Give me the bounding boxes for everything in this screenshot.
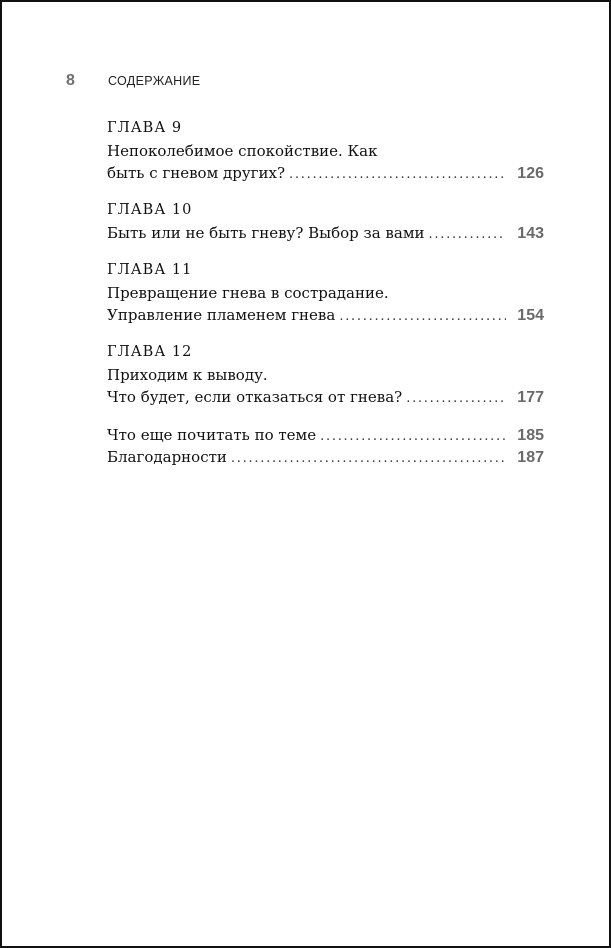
chapter-label: ГЛАВА 12 (107, 344, 193, 360)
toc-entry[interactable] (107, 162, 544, 184)
page-reference: 154 (517, 307, 544, 324)
entry-title: Благодарности (107, 448, 227, 466)
dot-leader (289, 164, 506, 186)
toc-entry-further-reading[interactable] (107, 424, 544, 446)
chapter-title-line: Непоколебимое спокойствие. Как (107, 142, 378, 160)
chapter-label: ГЛАВА 9 (107, 120, 183, 136)
page-reference: 177 (517, 389, 544, 406)
chapter-title-line: Приходим к выводу. (107, 366, 268, 384)
page-reference: 185 (517, 427, 544, 444)
toc-entry-acknowledgements[interactable] (107, 446, 544, 468)
running-head: СОДЕРЖАНИЕ (108, 74, 201, 88)
toc-backmatter (107, 424, 544, 468)
chapter-title-line: Превращение гнева в сострадание. (107, 284, 389, 302)
chapter-title-line: Что будет, если отказаться от гнева? (107, 388, 403, 406)
dot-leader (339, 306, 506, 328)
chapter-title-line: Быть или не быть гневу? Выбор за вами (107, 224, 425, 242)
dot-leader (428, 224, 506, 246)
page-reference: 187 (517, 449, 544, 466)
toc-chapter-11 (107, 260, 544, 326)
page-reference: 126 (517, 165, 544, 182)
dot-leader (320, 426, 506, 448)
entry-title: Что еще почитать по теме (107, 426, 317, 444)
chapter-label: ГЛАВА 11 (107, 262, 193, 278)
toc-chapter-10 (107, 200, 544, 244)
dot-leader (406, 388, 506, 410)
toc-chapter-9 (107, 118, 544, 184)
toc-chapter-12 (107, 342, 544, 408)
table-of-contents (107, 118, 544, 468)
chapter-title-line: Управление пламенем гнева (107, 306, 336, 324)
chapter-label: ГЛАВА 10 (107, 202, 193, 218)
toc-entry[interactable] (107, 304, 544, 326)
dot-leader (231, 448, 506, 470)
page-reference: 143 (517, 225, 544, 242)
chapter-title-line: быть с гневом других? (107, 164, 286, 182)
toc-entry[interactable] (107, 386, 544, 408)
page-number: 8 (66, 72, 75, 89)
toc-entry[interactable] (107, 222, 544, 244)
